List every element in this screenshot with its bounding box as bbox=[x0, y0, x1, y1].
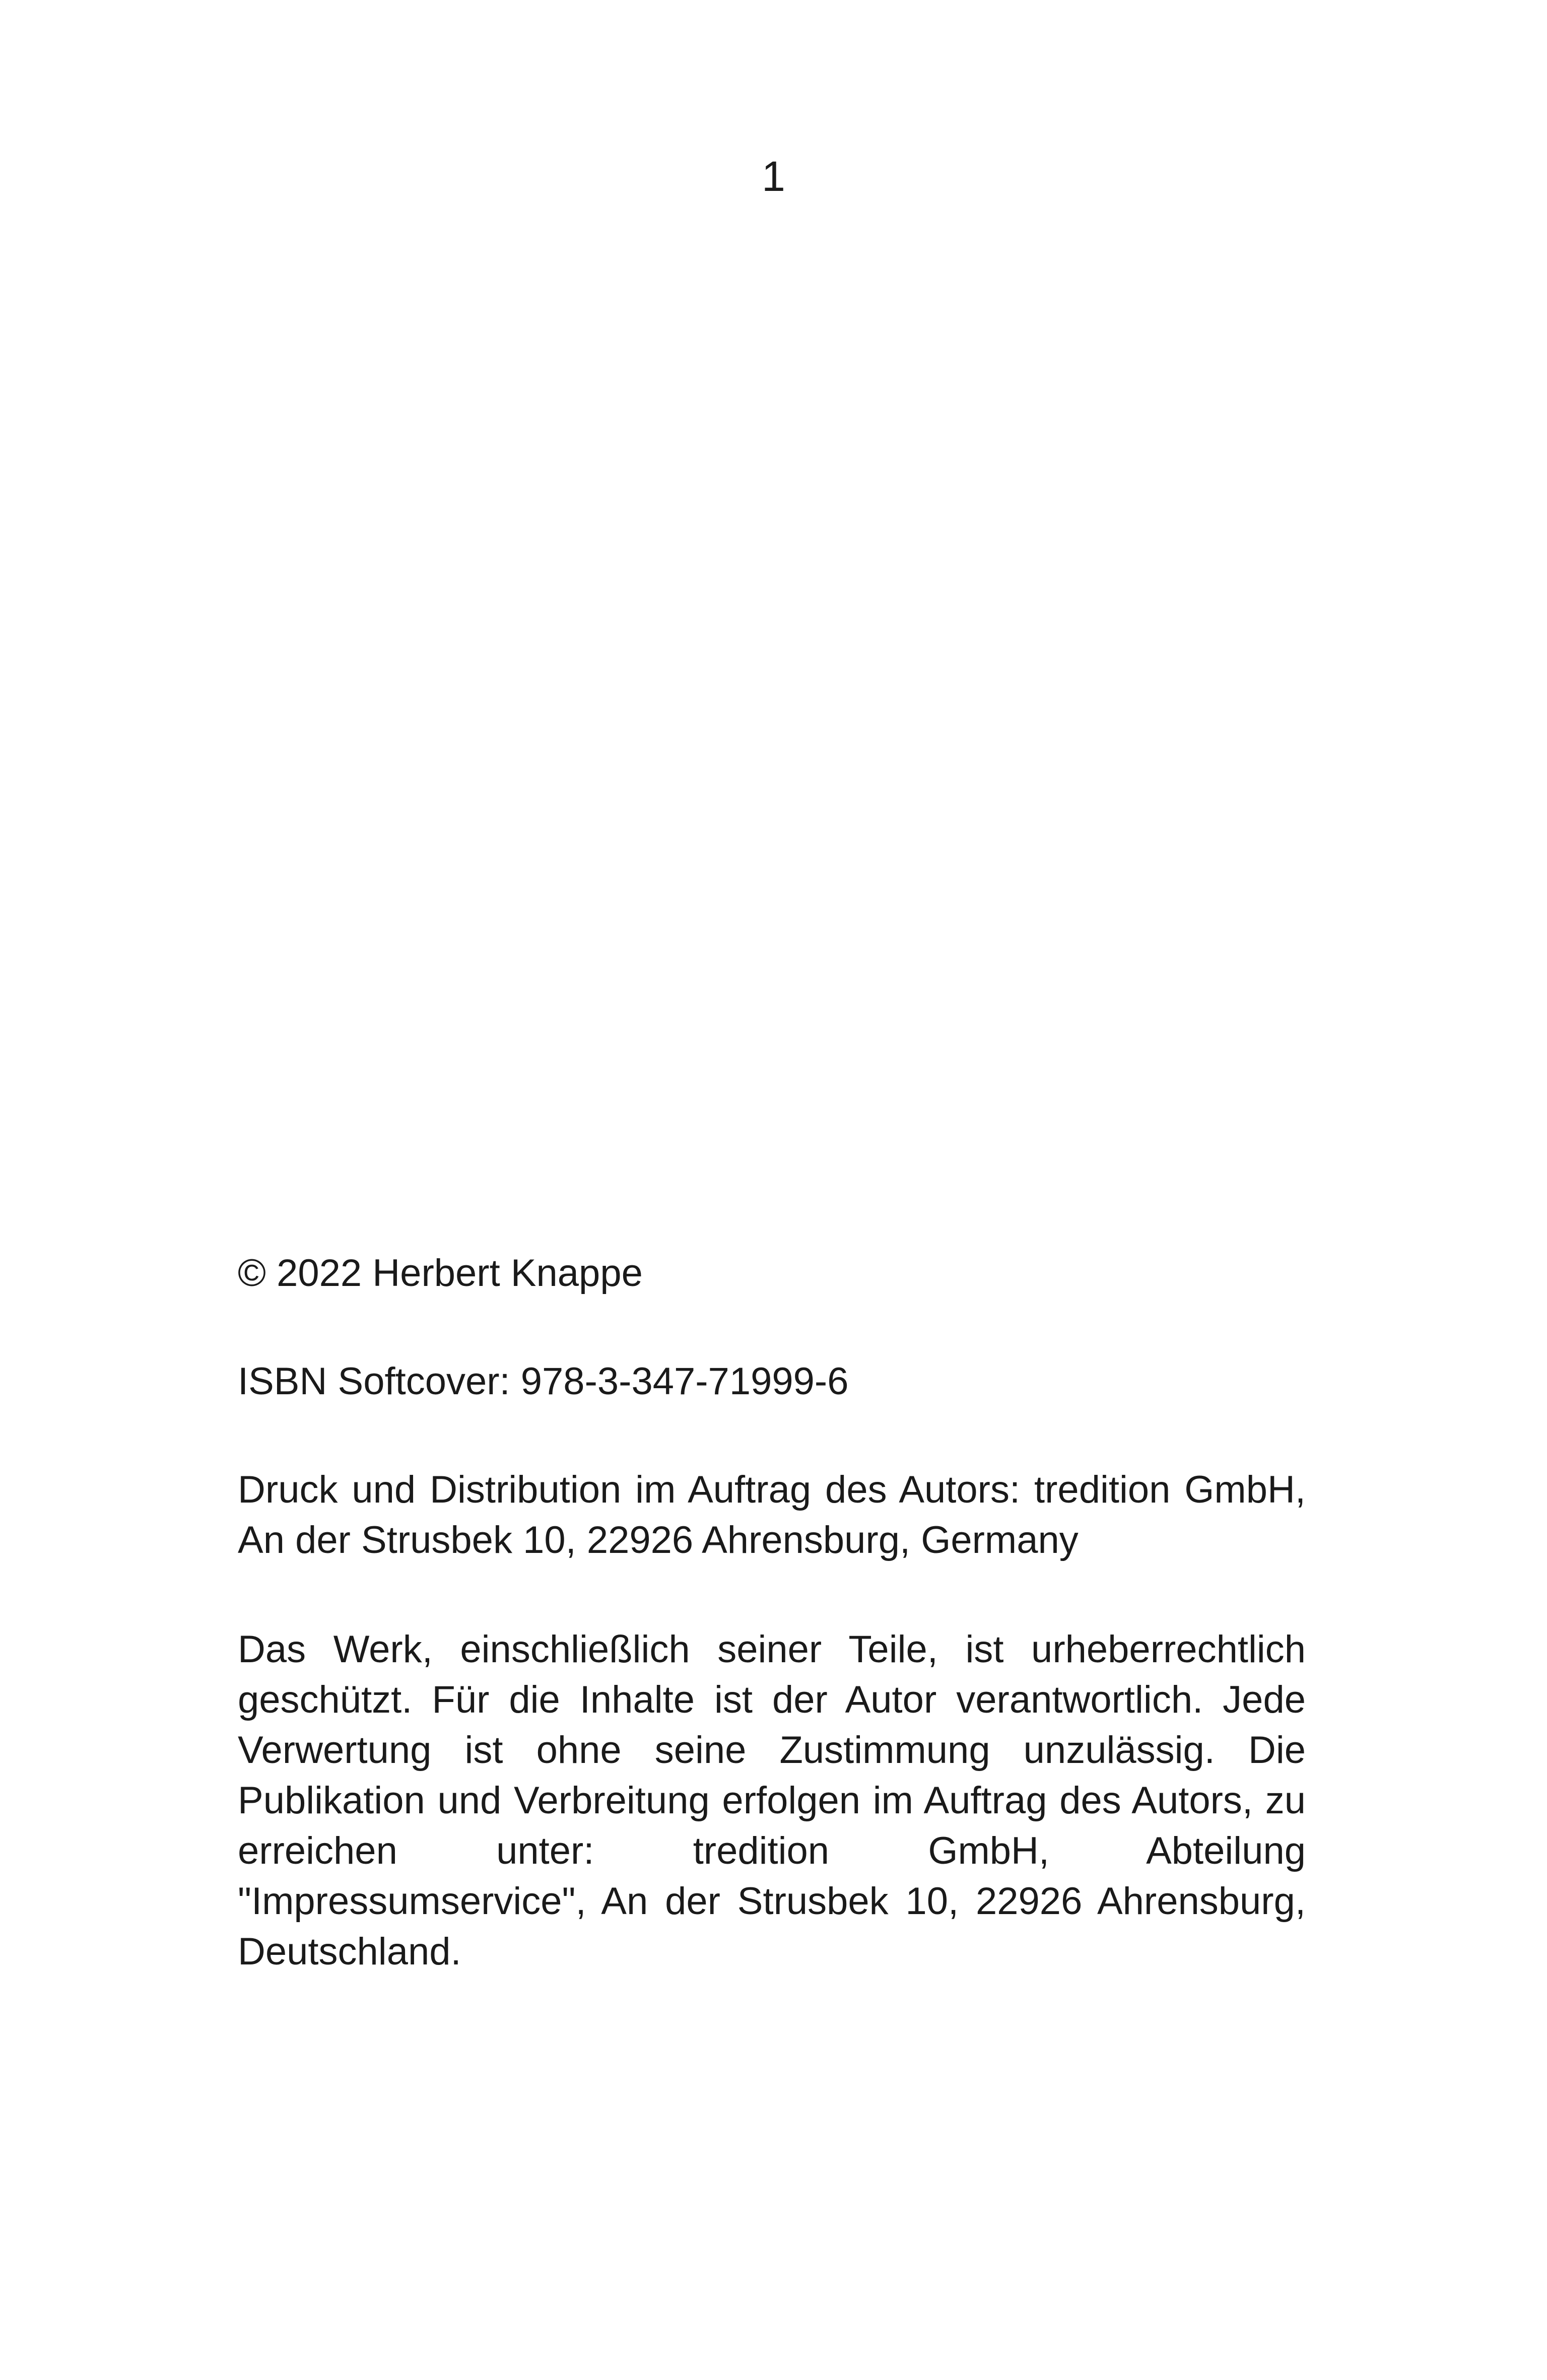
copyright-line: © 2022 Herbert Knappe bbox=[238, 1252, 643, 1295]
distribution-paragraph: Druck und Distribution im Auftrag des Autors: tredition GmbH, An der Strusbek 10, 22926 Ahrensburg, Germany bbox=[238, 1468, 1306, 1561]
isbn-line: ISBN Softcover: 978-3-347-71999-6 bbox=[238, 1360, 849, 1403]
imprint-block bbox=[238, 1248, 1306, 1977]
legal-notice-paragraph: Das Werk, einschließlich seiner Teile, ist urheberrechtlich geschützt. Für die Inhalte ist der Autor verantwortlich. Jede Verwertung ist ohne seine Zustimmung unzulässig. Die Publikation und Verbreitung erfolgen im Auftrag des Autors, zu erreichen unter: tredition GmbH, Abteilung "Impressumservice", An der Strusbek 10, 22926 Ahrensburg, Deutschland. bbox=[238, 1628, 1306, 1973]
page-number: 1 bbox=[762, 153, 785, 200]
